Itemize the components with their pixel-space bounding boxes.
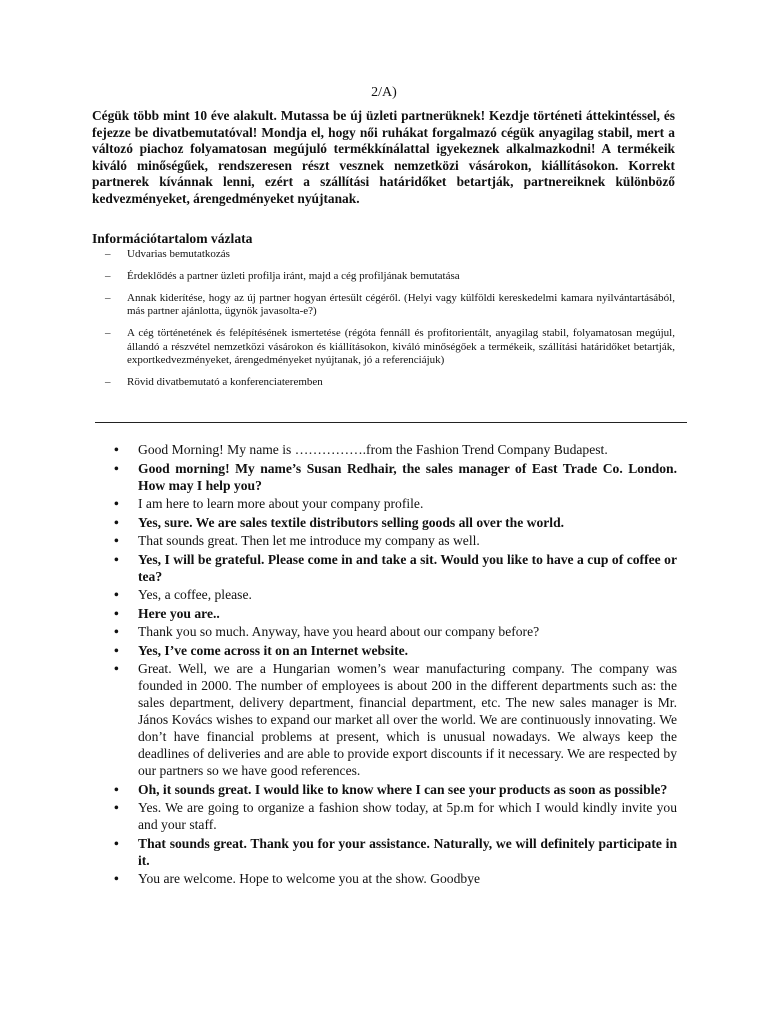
- dialogue-line: • Great. Well, we are a Hungarian women’s wear manufacturing company. The company was founded in 2000. The number of employees is about 200 in the different departments such as: the sales department, delivery department, financial department, etc. The new sales manager is Mr. János Kovács wishes to expand our market all over the world. We are continuously innovating. We don’t have financial problems at present, which is unusual nowadays. We always keep the deadlines of deliveries and are able to provide export discounts if it necessary. We are respected by our partners so we have good references.: [112, 660, 677, 779]
- outline-item: – Udvarias bemutatkozás: [92, 248, 675, 261]
- outline-item: – A cég történetének és felépítésének ismertetése (régóta fennáll és profitorientált, anyagilag stabil, folyamatosan megújul, állandó a részvétel nemzetközi vásárokon és kiállításokon, kiváló minőségőek a termékeik, szállítási határidőket betartják, exportkedvezményeket, árengedményeket nyújtanak, jó a referenciájuk): [92, 327, 675, 367]
- dialogue-line: • Yes. We are going to organize a fashion show today, at 5p.m for which I would kindly invite you and your staff.: [112, 799, 677, 833]
- outline-item: – Annak kiderítése, hogy az új partner hogyan értesült cégéről. (Helyi vagy külföldi kereskedelmi kamara nyilvántartásából, más partner ajánlotta, ügynök javasolta-e?): [92, 292, 675, 319]
- dialogue-line: • That sounds great. Then let me introduce my company as well.: [112, 532, 677, 549]
- dialogue-line: • Yes, a coffee, please.: [112, 586, 677, 603]
- outline-item: – Érdeklődés a partner üzleti profilja iránt, majd a cég profiljának bemutatása: [92, 270, 675, 283]
- horizontal-rule: [95, 422, 687, 423]
- dialogue-line: • Good morning! My name’s Susan Redhair, the sales manager of East Trade Co. London. How may I help you?: [112, 460, 677, 494]
- dialogue-line: • Good Morning! My name is …………….from the Fashion Trend Company Budapest.: [112, 441, 677, 458]
- task-description: Cégük több mint 10 éve alakult. Mutassa be új üzleti partnerüknek! Kezdje történeti áttekintéssel, és fejezze be divatbemutatóval! Mondja el, hogy női ruhákat forgalmazó cégük anyagilag stabil, mert a változó piachoz folyamatosan megújuló termékkínálattal igyekeznek alkalmazkodni! A termékeik kiváló minőségűek, rendszeresen részt vesznek nemzetközi vásárokon, kiállításokon. Korrekt partnerek kívánnak lenni, ezért a szállítási határidőket betartják, partnereiknek különböző kedvezményeket, árengedményeket nyújtanak.: [92, 108, 675, 206]
- outline-title: Információtartalom vázlata: [92, 231, 253, 246]
- dialogue-line: • Yes, I will be grateful. Please come in and take a sit. Would you like to have a cup of coffee or tea?: [112, 551, 677, 585]
- dialogue-line: • Oh, it sounds great. I would like to know where I can see your products as soon as possible?: [112, 781, 677, 798]
- dialogue-line: • Here you are..: [112, 605, 677, 622]
- outline-list: [92, 248, 675, 398]
- dialogue-line: • You are welcome. Hope to welcome you at the show. Goodbye: [112, 870, 677, 887]
- dialogue-line: • Thank you so much. Anyway, have you heard about our company before?: [112, 623, 677, 640]
- dialogue-line: • Yes, sure. We are sales textile distributors selling goods all over the world.: [112, 514, 677, 531]
- dialogue-list: [112, 441, 677, 889]
- dialogue-line: • Yes, I’ve come across it on an Internet website.: [112, 642, 677, 659]
- dialogue-line: • That sounds great. Thank you for your assistance. Naturally, we will definitely participate in it.: [112, 835, 677, 869]
- outline-item: – Rövid divatbemutató a konferenciateremben: [92, 376, 675, 389]
- dialogue-line: • I am here to learn more about your company profile.: [112, 495, 677, 512]
- page-number: 2/A): [371, 85, 397, 100]
